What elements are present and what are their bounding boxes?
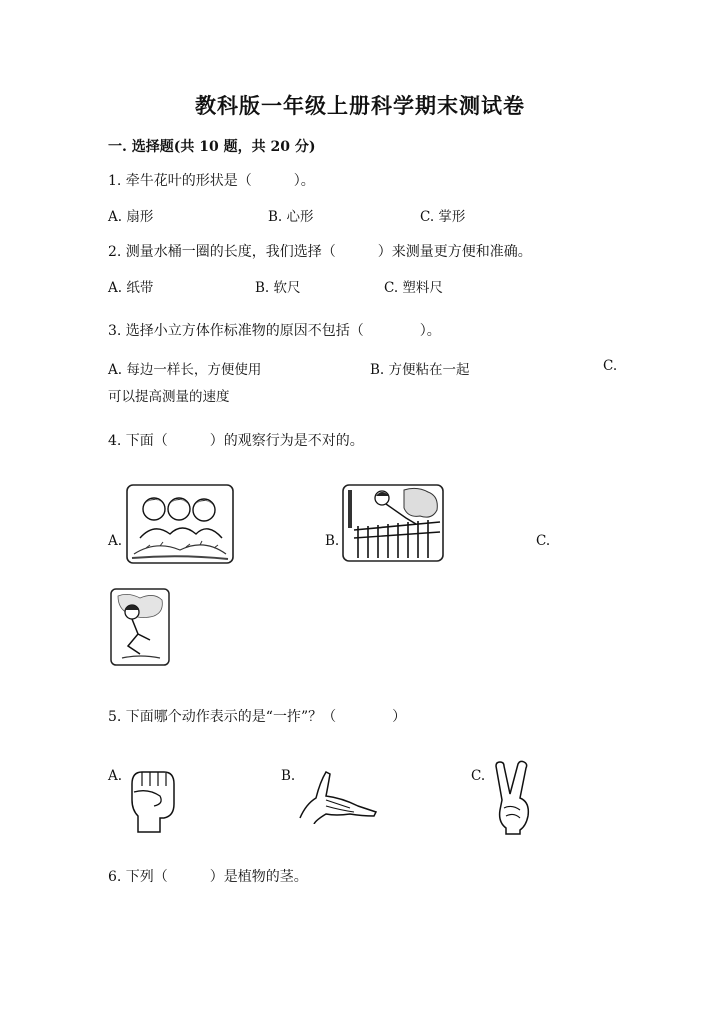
spread-hand-icon xyxy=(296,768,382,824)
question-3-option-c-text: 可以提高测量的速度 xyxy=(108,389,230,405)
question-5-option-a[interactable]: A. xyxy=(108,768,123,784)
question-3-option-a[interactable]: A. 每边一样长，方便使用 xyxy=(108,362,262,378)
question-1-option-c[interactable]: C. 掌形 xyxy=(420,209,466,225)
question-3-stem: 3. 选择小立方体作标准物的原因不包括（ ）。 xyxy=(108,323,441,339)
question-5-option-c[interactable]: C. xyxy=(471,768,486,784)
question-2-stem: 2. 测量水桶一圈的长度，我们选择（ ）来测量更方便和准确。 xyxy=(108,244,532,260)
question-2-option-a[interactable]: A. 纸带 xyxy=(108,280,154,296)
question-2-option-c[interactable]: C. 塑料尺 xyxy=(384,280,443,296)
section-heading: 一. 选择题(共 10 题，共 20 分) xyxy=(108,139,316,155)
child-crouching-illustration xyxy=(110,588,170,666)
question-1-option-a[interactable]: A. 扇形 xyxy=(108,209,154,225)
question-4-stem: 4. 下面（ ）的观察行为是不对的。 xyxy=(108,433,364,449)
fist-hand-icon xyxy=(124,760,180,834)
question-5-option-b[interactable]: B. xyxy=(281,768,296,784)
v-sign-hand-icon xyxy=(492,760,536,836)
question-4-option-c[interactable]: C. xyxy=(536,533,551,549)
children-observing-illustration xyxy=(126,484,234,564)
question-3-option-b[interactable]: B. 方便粘在一起 xyxy=(370,362,470,378)
page-title: 教科版一年级上册科学期末测试卷 xyxy=(195,93,525,118)
question-6-stem: 6. 下列（ ）是植物的茎。 xyxy=(108,869,308,885)
question-5-stem: 5. 下面哪个动作表示的是“一拃”？（ ） xyxy=(108,709,407,725)
question-4-option-b[interactable]: B. xyxy=(325,533,340,549)
question-2-option-b[interactable]: B. 软尺 xyxy=(255,280,301,296)
question-1-stem: 1. 牵牛花叶的形状是（ ）。 xyxy=(108,173,315,189)
question-3-option-c[interactable]: C. xyxy=(603,358,618,374)
question-4-option-a[interactable]: A. xyxy=(108,533,123,549)
child-over-fence-illustration xyxy=(342,484,444,562)
question-1-option-b[interactable]: B. 心形 xyxy=(268,209,314,225)
